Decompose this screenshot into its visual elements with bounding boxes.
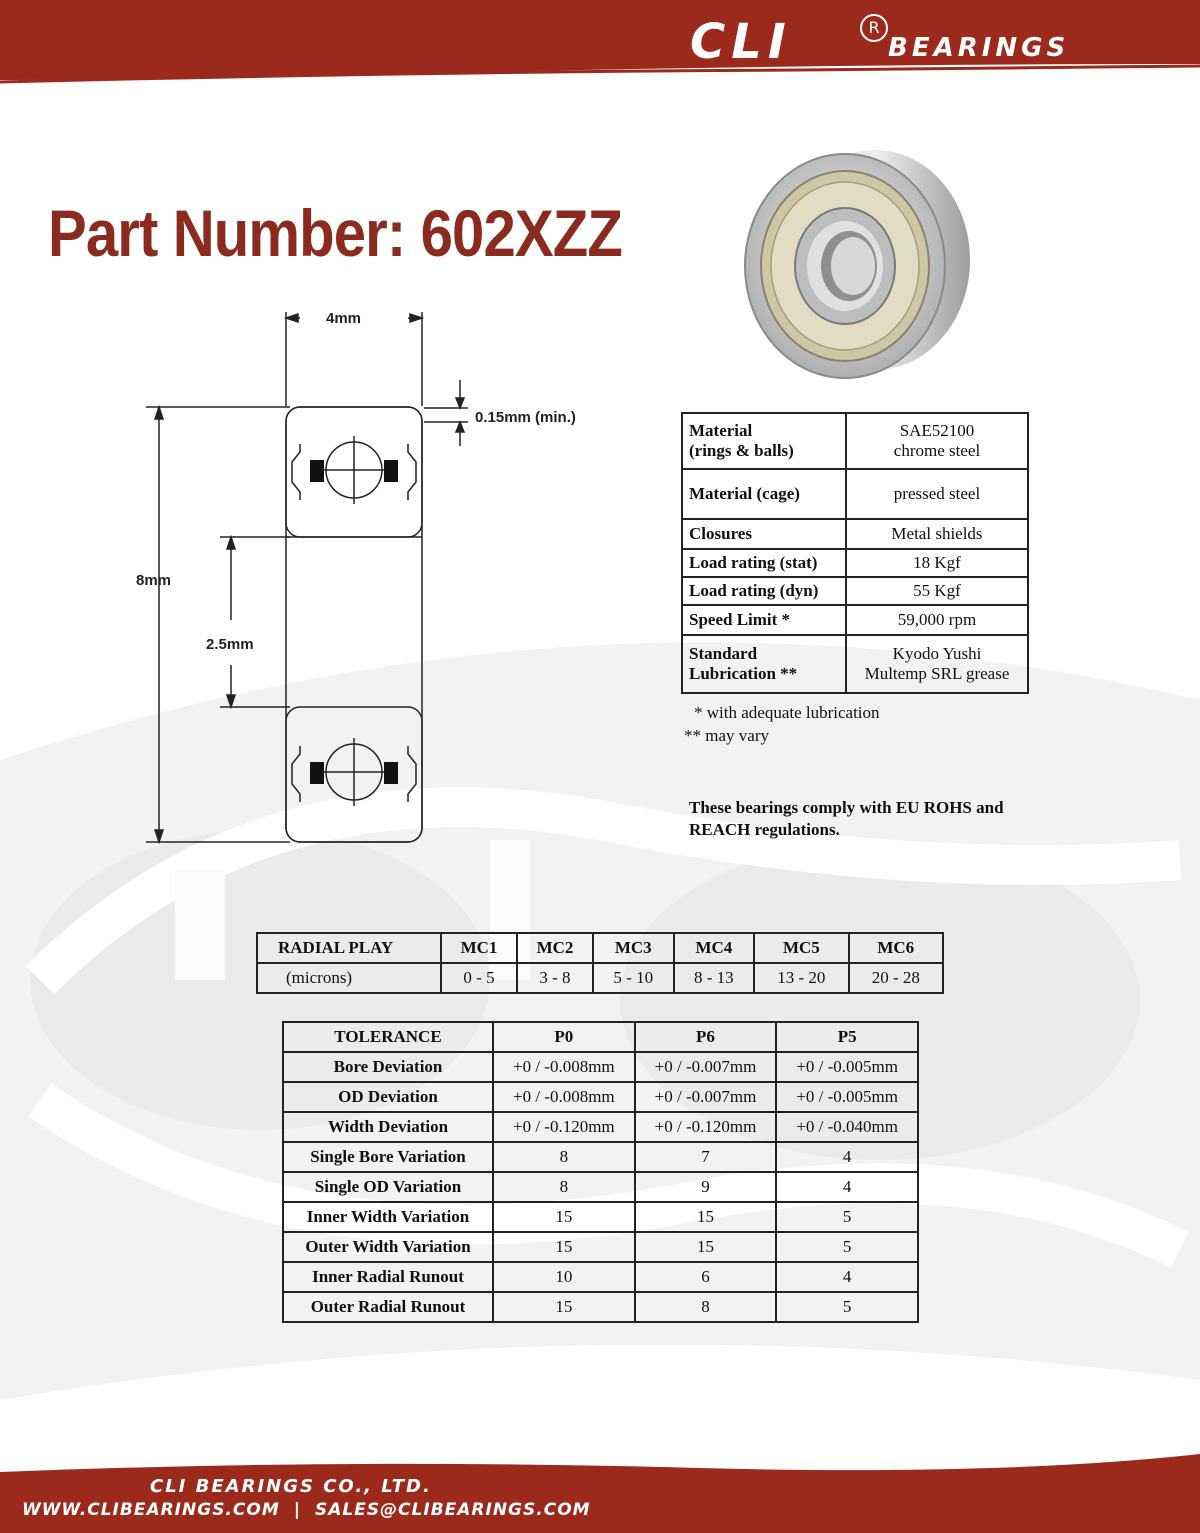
- spec-key: Material (rings & balls): [682, 413, 846, 469]
- tolerance-row: [283, 1262, 918, 1292]
- radial-play-header-cell: MC4: [674, 933, 755, 963]
- tolerance-row: [283, 1232, 918, 1262]
- tolerance-row-label: Inner Radial Runout: [283, 1262, 493, 1292]
- tolerance-row-label: Inner Width Variation: [283, 1202, 493, 1232]
- radial-play-value-cell: 13 - 20: [754, 963, 848, 993]
- registered-mark: R: [860, 14, 888, 42]
- outer-diameter-label: 8mm: [136, 572, 172, 589]
- tolerance-row-label: Width Deviation: [283, 1112, 493, 1142]
- bearing-photo: [735, 148, 975, 388]
- footer-separator: |: [293, 1500, 301, 1520]
- tolerance-row-label: Outer Radial Runout: [283, 1292, 493, 1322]
- tolerance-row-label: Single Bore Variation: [283, 1142, 493, 1172]
- radial-play-value-cell: 0 - 5: [441, 963, 517, 993]
- tolerance-cell: 15: [493, 1232, 635, 1262]
- spec-value: 18 Kgf: [846, 549, 1028, 577]
- tolerance-cell: +0 / -0.008mm: [493, 1052, 635, 1082]
- tolerance-row: [283, 1202, 918, 1232]
- tolerance-cell: 10: [493, 1262, 635, 1292]
- radial-play-header-cell: MC3: [593, 933, 674, 963]
- tolerance-cell: +0 / -0.007mm: [635, 1082, 777, 1112]
- tolerance-cell: +0 / -0.040mm: [776, 1112, 918, 1142]
- tolerance-row-label: Bore Deviation: [283, 1052, 493, 1082]
- spec-value: 55 Kgf: [846, 577, 1028, 605]
- tolerance-cell: 15: [635, 1202, 777, 1232]
- tolerance-table: [282, 1021, 919, 1323]
- radial-play-header-cell: RADIAL PLAY: [257, 933, 441, 963]
- specification-table: [681, 412, 1029, 694]
- spec-row: [682, 635, 1028, 693]
- footer-email-link[interactable]: SALES@CLIBEARINGS.COM: [314, 1500, 591, 1520]
- tolerance-header-cell: P0: [493, 1022, 635, 1052]
- tolerance-cell: 4: [776, 1262, 918, 1292]
- tolerance-header-cell: TOLERANCE: [283, 1022, 493, 1052]
- radial-play-header-cell: MC2: [517, 933, 593, 963]
- tolerance-cell: +0 / -0.007mm: [635, 1052, 777, 1082]
- tolerance-cell: 15: [493, 1202, 635, 1232]
- tolerance-row: [283, 1052, 918, 1082]
- tolerance-cell: +0 / -0.120mm: [493, 1112, 635, 1142]
- tolerance-cell: 6: [635, 1262, 777, 1292]
- spec-value: SAE52100 chrome steel: [846, 413, 1028, 469]
- tolerance-row: [283, 1172, 918, 1202]
- spec-row: [682, 469, 1028, 519]
- spec-key: Standard Lubrication **: [682, 635, 846, 693]
- width-dimension-label: 4mm: [326, 310, 362, 327]
- spec-key: Load rating (dyn): [682, 577, 846, 605]
- tolerance-header-cell: P6: [635, 1022, 777, 1052]
- spec-key: Speed Limit *: [682, 605, 846, 635]
- tolerance-cell: +0 / -0.005mm: [776, 1082, 918, 1112]
- spec-key: Closures: [682, 519, 846, 549]
- compliance-statement: These bearings comply with EU ROHS and REACH regulations.: [689, 798, 1004, 839]
- footer-website-link[interactable]: WWW.CLIBEARINGS.COM: [22, 1500, 280, 1520]
- spec-key: Material (cage): [682, 469, 846, 519]
- radial-play-value-cell: 8 - 13: [674, 963, 755, 993]
- footer-contact: [22, 1500, 591, 1520]
- tolerance-row-label: Single OD Variation: [283, 1172, 493, 1202]
- tolerance-cell: 4: [776, 1142, 918, 1172]
- tolerance-cell: +0 / -0.120mm: [635, 1112, 777, 1142]
- tolerance-cell: 8: [493, 1142, 635, 1172]
- radial-play-value-cell: (microns): [257, 963, 441, 993]
- bearing-cross-section-drawing: [120, 300, 620, 860]
- footnote-lubrication: * with adequate lubrication: [694, 703, 880, 722]
- tolerance-row: [283, 1292, 918, 1322]
- spec-row: [682, 549, 1028, 577]
- radial-play-header-cell: MC1: [441, 933, 517, 963]
- spec-row: [682, 605, 1028, 635]
- radial-play-value-cell: 3 - 8: [517, 963, 593, 993]
- brand-logo-sub: BEARINGS: [888, 33, 1070, 63]
- spec-row: [682, 413, 1028, 469]
- tolerance-cell: 7: [635, 1142, 777, 1172]
- radial-play-header-cell: MC6: [849, 933, 943, 963]
- footnote-may-vary: ** may vary: [684, 726, 769, 745]
- radial-play-header-cell: MC5: [754, 933, 848, 963]
- page-title: Part Number: 602XZZ: [48, 196, 622, 270]
- tolerance-row-label: Outer Width Variation: [283, 1232, 493, 1262]
- tolerance-header-cell: P5: [776, 1022, 918, 1052]
- tolerance-cell: 9: [635, 1172, 777, 1202]
- spec-value: Metal shields: [846, 519, 1028, 549]
- tolerance-row-label: OD Deviation: [283, 1082, 493, 1112]
- spec-value: Kyodo Yushi Multemp SRL grease: [846, 635, 1028, 693]
- tolerance-cell: +0 / -0.005mm: [776, 1052, 918, 1082]
- radial-play-value-cell: 20 - 28: [849, 963, 943, 993]
- spec-value: 59,000 rpm: [846, 605, 1028, 635]
- spec-row: [682, 577, 1028, 605]
- tolerance-cell: 15: [635, 1232, 777, 1262]
- tolerance-cell: 8: [493, 1172, 635, 1202]
- tolerance-row: [283, 1112, 918, 1142]
- spec-row: [682, 519, 1028, 549]
- tolerance-cell: 4: [776, 1172, 918, 1202]
- bore-diameter-label: 2.5mm: [206, 636, 254, 653]
- tolerance-cell: 15: [493, 1292, 635, 1322]
- tolerance-cell: 8: [635, 1292, 777, 1322]
- radial-play-table: [256, 932, 944, 994]
- tolerance-cell: 5: [776, 1202, 918, 1232]
- tolerance-cell: 5: [776, 1232, 918, 1262]
- radial-play-value-cell: 5 - 10: [593, 963, 674, 993]
- spec-key: Load rating (stat): [682, 549, 846, 577]
- chamfer-dimension-label: 0.15mm (min.): [475, 409, 576, 426]
- tolerance-header-row: [283, 1022, 918, 1052]
- tolerance-row: [283, 1142, 918, 1172]
- tolerance-cell: 5: [776, 1292, 918, 1322]
- brand-logo: CLI: [690, 14, 792, 70]
- tolerance-row: [283, 1082, 918, 1112]
- tolerance-cell: +0 / -0.008mm: [493, 1082, 635, 1112]
- spec-value: pressed steel: [846, 469, 1028, 519]
- footer-company-name: CLI BEARINGS CO., LTD.: [150, 1476, 432, 1497]
